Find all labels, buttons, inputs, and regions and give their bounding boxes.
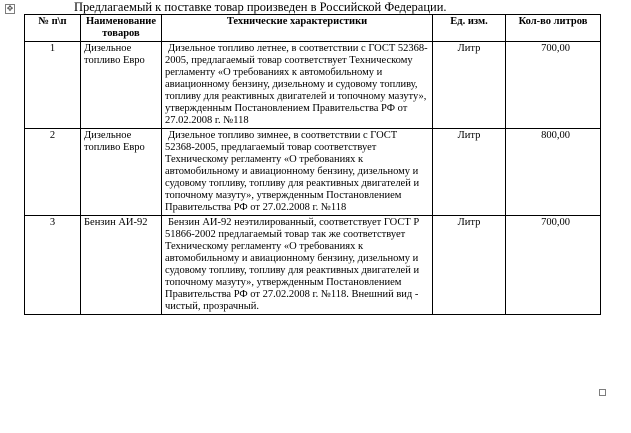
row-num: 3 <box>25 216 81 315</box>
row-name: Дизельное топливо Евро <box>81 42 162 129</box>
row-unit: Литр <box>433 129 506 216</box>
table-resize-handle[interactable] <box>599 389 606 396</box>
row-qty: 800,00 <box>506 129 601 216</box>
document-heading: Предлагаемый к поставке товар произведен в Российской Федерации. <box>74 0 447 14</box>
header-spec: Технические характеристики <box>162 15 433 42</box>
row-name: Дизельное топливо Евро <box>81 129 162 216</box>
header-name: Наименование товаров <box>81 15 162 42</box>
row-num: 1 <box>25 42 81 129</box>
table-move-handle-icon[interactable]: ✥ <box>6 4 14 13</box>
header-num: № п\п <box>25 15 81 42</box>
row-name: Бензин АИ-92 <box>81 216 162 315</box>
header-qty: Кол-во литров <box>506 15 601 42</box>
row-spec: Бензин АИ-92 неэтилированный, соответствует ГОСТ Р 51866-2002 предлагаемый товар так же соответствует Техническому регламенту «О требованиях к автомобильному и авиационному бензину, дизельному и судовому топливу, топливу для реактивных двигателей и топочному мазуту», утвержденным Постановлением Правительства РФ от 27.02.2008 г. №118. Внешний вид - чистый, прозрачный. <box>162 216 433 315</box>
row-unit: Литр <box>433 216 506 315</box>
table-header-row <box>25 15 601 42</box>
row-num: 2 <box>25 129 81 216</box>
table-row <box>25 42 601 129</box>
table-row <box>25 129 601 216</box>
table-row <box>25 216 601 315</box>
goods-table <box>24 14 601 315</box>
row-qty: 700,00 <box>506 216 601 315</box>
row-spec: Дизельное топливо летнее, в соответствии с ГОСТ 52368-2005, предлагаемый товар соответствует Техническому регламенту «О требованиях к автомобильному и авиационному бензину, дизельному и судовому топливу, топливу для реактивных двигателей и топочному мазуту», утвержденным Постановлением Правительства РФ от 27.02.2008 г. №118 <box>162 42 433 129</box>
header-unit: Ед. изм. <box>433 15 506 42</box>
row-unit: Литр <box>433 42 506 129</box>
row-spec: Дизельное топливо зимнее, в соответствии с ГОСТ 52368-2005, предлагаемый товар соответствует Техническому регламенту «О требованиях к автомобильному и авиационному бензину, дизельному и судовому топливу, топливу для реактивных двигателей и топочному мазуту», утвержденным Постановлением Правительства РФ от 27.02.2008 г. №118 <box>162 129 433 216</box>
row-qty: 700,00 <box>506 42 601 129</box>
